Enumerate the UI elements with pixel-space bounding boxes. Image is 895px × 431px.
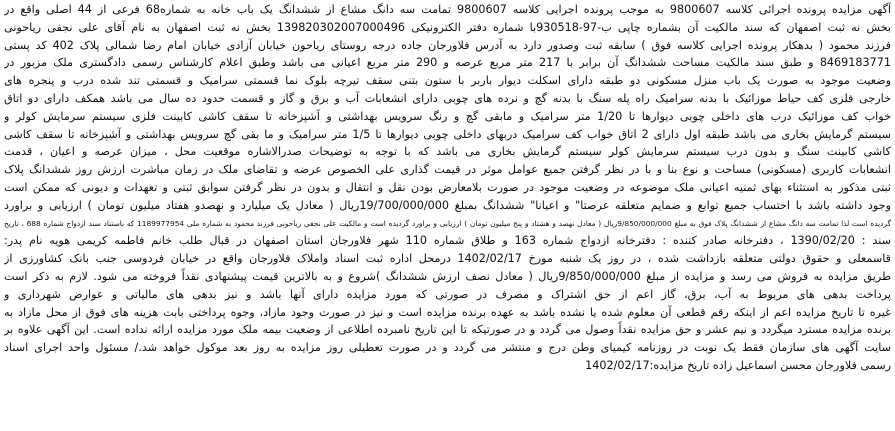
- notice-line: فرزند محمود ( بدهکار پرونده اجرایی کلاسه فوق ) سابقه ثبت وصدور دارد به آدرس فلاورجان جاده درجه روستای ریاحون خیابان آزادی خیابان امام رضا شمالی پلاک 402 کد پستی: [4, 38, 891, 52]
- auction-notice-text: [4, 1, 891, 429]
- notice-line: وضعیت موجود به صورت یک باب منزل مسکونی دو طبقه دارای اسکلت دیوار باربر با ستون بتنی سقف تیرچه بلوک نما قسمتی سرامیک و قسمتی تند شده درب و پنجره های: [4, 74, 891, 88]
- notice-line: برنده مزایده مسترد میگردد و نیم عشر و حق مزایده نقداً وصول می گردد و در صورتیکه تا این تاریخ نامبرده اطلاعی از وضعیت بیمه ملک مورد مزایده ارائه نداده است. این آگهی علاوه بر: [4, 323, 891, 337]
- notice-line: قاسمعلی و حقوق دولتی متعلقه بازداشت شده ، در روز یک شنبه مورخ 1402/02/17 درمحل اداره ثبت اسناد واملاک فلاورجان واقع در خیابان فردوسی جنب بانک کشاورزی از: [4, 252, 891, 266]
- notice-line: 8469183771 و طبق سند مالکیت مساحت ششدانگ آن برابر با 217 متر مربع عرصه و 290 متر مربع اعیانی می باشد وطبق اعلام کارشناس رسمی دادگستری ملک مزبور در: [4, 56, 891, 70]
- notice-line: پرداخت بدهی های مربوط به آب، برق، گاز اعم از حق اشتراک و مصرف در صورتی که مورد مزایده دارای آنها باشد و نیز بدهی های مالیاتی و عوارض شهرداری و: [4, 287, 891, 301]
- notice-line: ثبتی مذکور به استثناء بهای ثمنیه اعیانی ملک موضوعه در وضعیت موجود در صورت بلامعارض بودن نقل و انتقال و بدون در نظر گرفتن سوابق ثبتی و تعهدات و دیونی که ممکن است: [4, 180, 891, 194]
- notice-line: سند : 1390/02/20 ، دفترخانه صادر کننده : دفترخانه ازدواج شماره 163 و طلاق شماره 110 شهر فلاورجان استان اصفهان در قبال طلب خانم فاطمه کریمی هویه نام پدر:: [4, 234, 891, 248]
- notice-line: سیستم گرمایش بخاری می باشد طبقه اول دارای 2 اتاق خواب کف سرامیک دربهای داخلی چوبی دیوارها تا 1/5 متر سرامیک و ما بقی گچ سرویس بهداشتی و آشپزخانه تا سقف کاشی: [4, 127, 891, 141]
- notice-line: انشعابات کاربری (مسکونی) مساحت و نوع بنا و با در نظر گرفتن جمیع عوامل موثر در قیمت گذاری علی الخصوص عرضه و تقاضای ملک در زمان مباشرت ارزش روز ششدانگ پلاک: [4, 163, 891, 177]
- notice-line: غیره تا تاریخ مزایده اعم از اینکه رقم قطعی آن معلوم شده یا نشده باشد به عهده برنده مزایده است و نیز در صورت وجود مازاد، وجوه پرداختی بابت هزینه های فوق از محل مازاد به: [4, 305, 891, 319]
- notice-line: آگهی مزایده پرونده اجرائی کلاسه 9800607 به موجب پرونده اجرایی کلاسه 9800607 تمامت سه دانگ مشاع از ششدانگ یک باب خانه به شماره68 فرعی از 44 اصلی واقع در: [4, 3, 891, 16]
- notice-line: کاشی کابینت سنگ و بدون درب سیستم سرمایش کولر سیستم گرمایش بخاری می باشد که با توجه به توضیحات صدرالاشاره موقعیت محل ، میزان عرصه و اعیان ، قدمت: [4, 145, 891, 159]
- notice-line: خارجی فلزی کف حیاط موزائیک با بدنه سرامیک راه پله سنگ با بدنه گچ و نرده های چوبی دارای انشعابات آب و برق و گاز و قسمت حدود ده سال می باشد همکف دارای دو اتاق: [4, 91, 891, 105]
- notice-line: خواب کف موزائیک درب های داخلی چوبی دیوارها تا 1/20 متر سرامیک و مابقی گچ و رنگ سرویس بهداشتی و آشپزخانه تا سقف کاشی کابینت فلزی سیستم سرمایش کولر و: [4, 109, 891, 123]
- notice-line: گردیده است لذا تمامت سه دانگ مشاع از ششدانگ پلاک فوق به مبلغ 9/850/000/000ریال ( معادل نهصد و هشتاد و پنج میلیون تومان ) ارزیابی و براورد گردیده است و مالکیت علی نجفی ریاحونی فرزند محمود به شماره ملی 1189977954 که باستناد سند ازدواج شماره 688 ، تاریخ: [4, 218, 891, 228]
- notice-line: وجود داشته باشد با احتساب جمیع توابع و ضمایم متعلقه عرصتا" و اعیانا" ششدانگ بمبلغ 19/700/000/000ریال ( معادل یک میلیارد و نهصدو هفتاد میلیون تومان ) ارزیابی و براورد: [4, 198, 891, 212]
- notice-line: سایت آگهی های سازمان فقط یک نوبت در روزنامه کیمیای وطن درج و منتشر می گردد و در صورت تعطیلی روز مزایده به روز بعد موکول خواهد شد./ مسئول واحد اجرای اسناد: [4, 341, 891, 355]
- notice-line-last: رسمی فلاورجان محسن اسماعیل زاده تاریخ مزایده:1402/02/17: [585, 358, 891, 372]
- notice-line: بخش نه ثبت اصفهان که سند مالکیت آن بشماره چاپی ب-97-930518با شماره دفتر الکترونیکی 139820302007000496 بخش نه ثبت اصفهان به نام آقای علی نجفی ریاحونی: [4, 20, 891, 34]
- notice-line: طریق مزایده به فروش می رسد و مزایده از مبلغ 9/850/000/000ریال ( معادل نصف ارزش ششدانگ )شروع و به بالاترین قیمت پیشنهادی نقداً فروخته می شود. لازم به ذکر است: [4, 269, 891, 283]
